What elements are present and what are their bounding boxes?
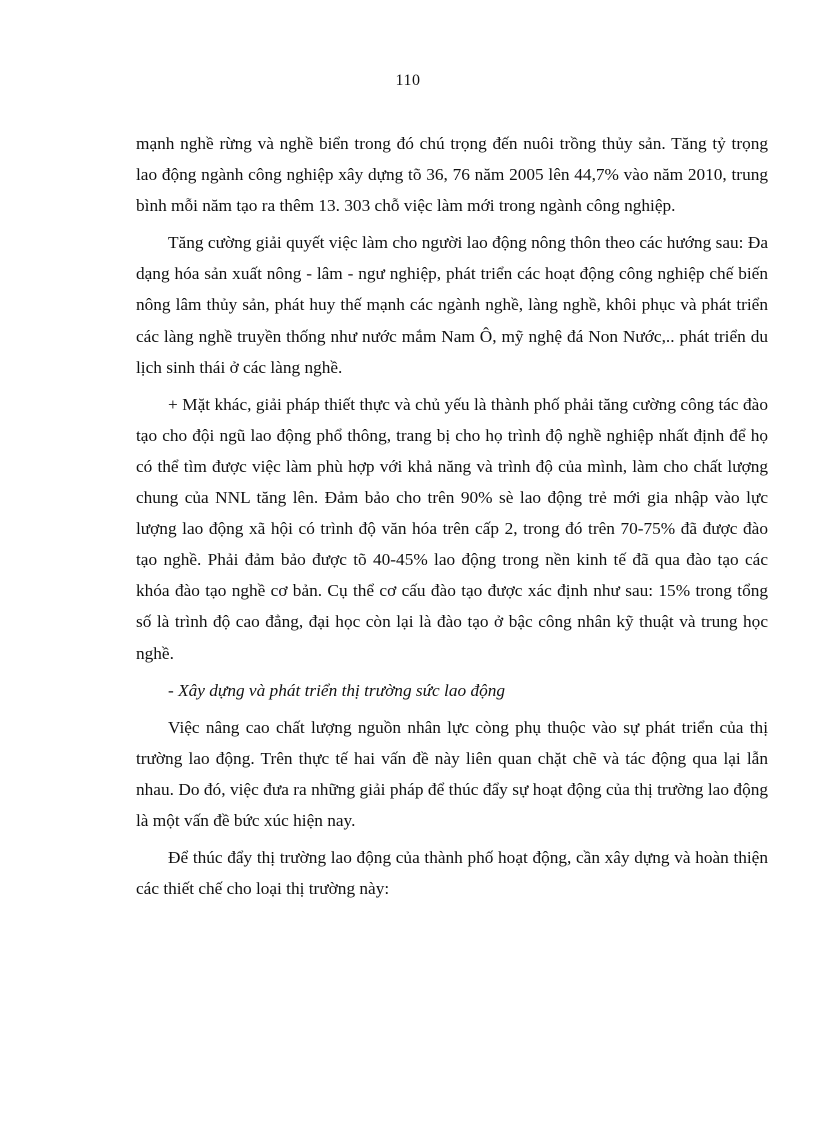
paragraph-2: Tăng cường giải quyết việc làm cho người lao động nông thôn theo các hướng sau: Đa dạng hóa sản xuất nông - lâm - ngư nghiệp, phát triển các hoạt động công nghiệp chế biến nông lâm thủy sản, phát huy thế mạnh các ngành nghề, làng nghề, khôi phục và phát triển các làng nghề truyền thống như nước mắm Nam Ô, mỹ nghệ đá Non Nước,.. phát triển du lịch sinh thái ở các làng nghề.: [136, 233, 768, 377]
section-heading: - Xây dựng và phát triển thị trường sức lao động: [168, 680, 506, 700]
paragraph-1: mạnh nghề rừng và nghề biển trong đó chú trọng đến nuôi trồng thủy sản. Tăng tỷ trọng lao động ngành công nghiệp xây dựng tõ 36, 76 năm 2005 lên 44,7% vào năm 2010, trung bình mỗi năm tạo ra thêm 13. 303 chỗ việc làm mới trong ngành công nghiệp.: [136, 134, 768, 216]
paragraph-3: + Mặt khác, giải pháp thiết thực và chủ yếu là thành phố phải tăng cường công tác đào tạo cho đội ngũ lao động phổ thông, trang bị cho họ trình độ nghề nghiệp nhất định để họ có thể tìm được việc làm phù hợp với khả năng và trình độ của mình, làm cho chất lượng chung của NNL tăng lên. Đảm bảo cho trên 90% sè lao động trẻ mới gia nhập vào lực lượng lao động xã hội có trình độ văn hóa trên cấp 2, trong đó trên 70-75% đã được đào tạo nghề. Phải đảm bảo được tõ 40-45% lao động trong nền kinh tế đã qua đào tạo các khóa đào tạo nghề cơ bản. Cụ thể cơ cấu đào tạo được xác định như sau: 15% trong tổng số là trình độ cao đẳng, đại học còn lại là đào tạo ở bậc công nhân kỹ thuật và trung học nghề.: [136, 394, 768, 663]
paragraph-5: Để thúc đẩy thị trường lao động của thành phố hoạt động, cần xây dựng và hoàn thiện các thiết chế cho loại thị trường này:: [136, 848, 768, 899]
page-number: 110: [395, 72, 421, 89]
paragraph-4: Việc nâng cao chất lượng nguồn nhân lực còng phụ thuộc vào sự phát triển của thị trường lao động. Trên thực tế hai vấn đề này liên quan chặt chẽ và tác động qua lại lẫn nhau. Do đó, việc đưa ra những giải pháp để thúc đẩy sự hoạt động của thị trường lao động là một vấn đề bức xúc hiện nay.: [136, 717, 768, 830]
body-text: [136, 128, 768, 910]
